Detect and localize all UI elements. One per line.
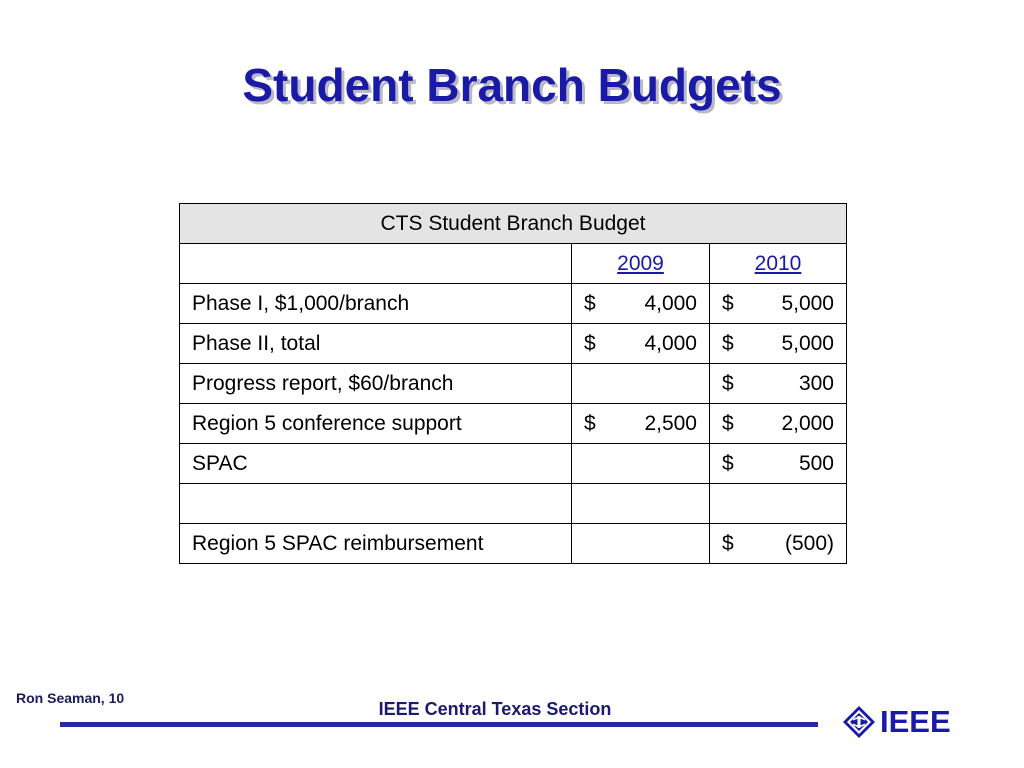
amount-2009 (572, 524, 710, 564)
row-label: Phase I, $1,000/branch (180, 284, 572, 324)
amount-wrapper (722, 372, 834, 396)
amount-wrapper (722, 532, 834, 556)
ieee-diamond-icon (842, 705, 876, 739)
amount-2009 (572, 324, 710, 364)
amount-2009 (572, 444, 710, 484)
table-row (180, 524, 847, 564)
row-label: Region 5 conference support (180, 404, 572, 444)
table-row (180, 324, 847, 364)
currency-symbol: $ (722, 371, 734, 395)
amount-wrapper (584, 412, 697, 436)
amount-wrapper (722, 292, 834, 316)
header-2010-text: 2010 (754, 251, 802, 275)
amount-2010 (710, 284, 847, 324)
table-row (180, 404, 847, 444)
amount-wrapper (722, 452, 834, 476)
amount-wrapper (584, 332, 697, 356)
currency-symbol: $ (722, 531, 734, 555)
amount-value: (500) (784, 531, 834, 555)
table-body (180, 284, 847, 564)
footer-author: Ron Seaman, 10 (16, 690, 125, 706)
amount-2010 (710, 444, 847, 484)
table-caption-row (180, 204, 847, 244)
row-label: Region 5 SPAC reimbursement (180, 524, 572, 564)
currency-symbol: $ (584, 411, 596, 435)
header-2010 (710, 244, 847, 284)
amount-value: 4,000 (644, 291, 697, 315)
amount-2010 (710, 324, 847, 364)
amount-value: 5,000 (781, 291, 834, 315)
ieee-logo (842, 702, 951, 742)
header-label-cell (180, 244, 572, 284)
table-row (180, 284, 847, 324)
amount-2009 (572, 284, 710, 324)
amount-value: 4,000 (644, 331, 697, 355)
amount-2009 (572, 484, 710, 524)
row-label: SPAC (180, 444, 572, 484)
currency-symbol: $ (722, 451, 734, 475)
table-header-row (180, 244, 847, 284)
currency-symbol: $ (722, 331, 734, 355)
amount-2010 (710, 484, 847, 524)
table-row (180, 484, 847, 524)
amount-2009 (572, 364, 710, 404)
footer-divider (60, 722, 818, 727)
slide-title: Student Branch Budgets (242, 59, 782, 111)
ieee-logo-text: IEEE (880, 704, 951, 739)
footer-section: IEEE Central Texas Section (378, 699, 612, 719)
header-2009-text: 2009 (617, 251, 664, 275)
amount-2010 (710, 524, 847, 564)
amount-value: 300 (798, 371, 834, 395)
amount-2009 (572, 404, 710, 444)
amount-wrapper (722, 332, 834, 356)
table-row (180, 444, 847, 484)
amount-2010 (710, 404, 847, 444)
currency-symbol: $ (584, 291, 596, 315)
amount-2010 (710, 364, 847, 404)
table-row (180, 364, 847, 404)
currency-symbol: $ (722, 411, 734, 435)
amount-wrapper (584, 292, 697, 316)
row-label (180, 484, 572, 524)
table-caption: CTS Student Branch Budget (180, 204, 847, 244)
budget-table (179, 203, 847, 564)
amount-value: 2,500 (644, 411, 697, 435)
amount-value: 5,000 (781, 331, 834, 355)
currency-symbol: $ (584, 331, 596, 355)
row-label: Phase II, total (180, 324, 572, 364)
row-label: Progress report, $60/branch (180, 364, 572, 404)
amount-value: 500 (798, 451, 834, 475)
amount-wrapper (722, 412, 834, 436)
currency-symbol: $ (722, 291, 734, 315)
amount-value: 2,000 (781, 411, 834, 435)
header-2009 (572, 244, 710, 284)
